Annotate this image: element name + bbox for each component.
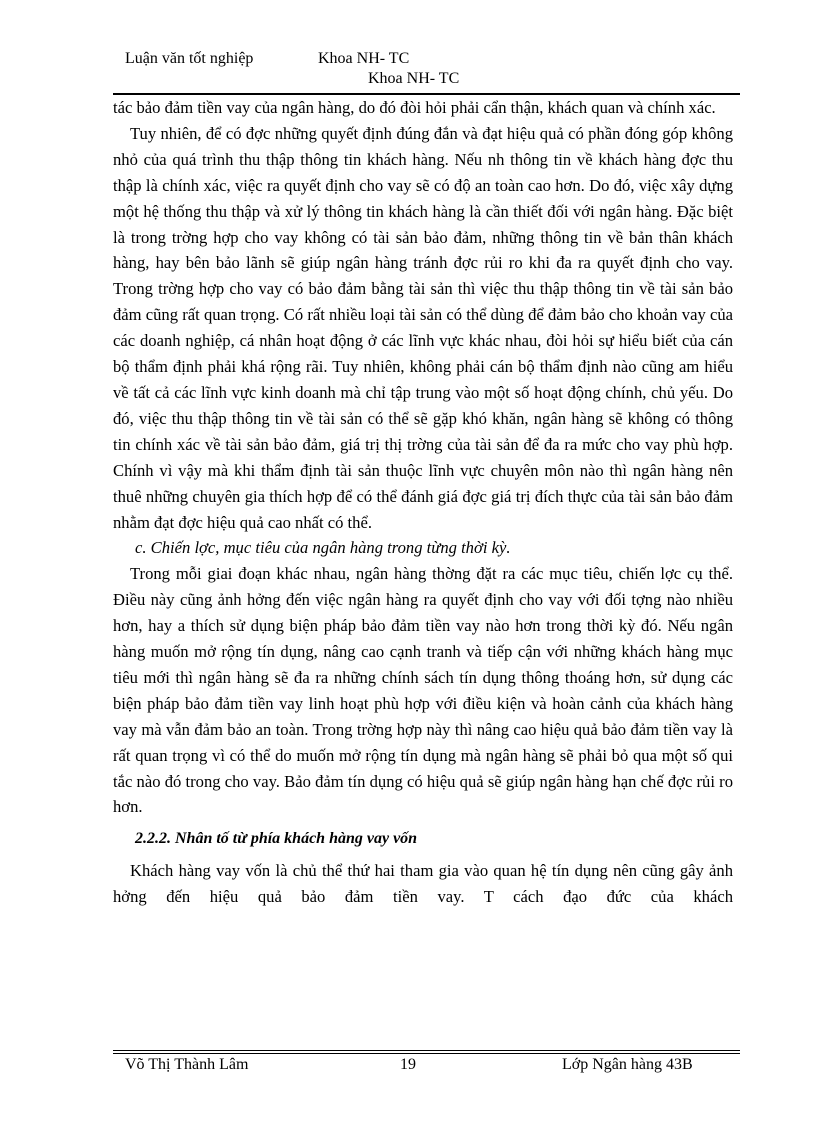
paragraph-information: Tuy nhiên, để có đợc những quyết định đúng đắn và đạt hiệu quả có phần đóng góp không nhỏ của quá trình thu thập thông tin khách hàng. Nếu nh thông tin về khách hàng đợc thu thập là chính xác, việc ra quyết định cho vay sẽ có độ an toàn cao hơn. Do đó, việc xây dựng một hệ thống thu thập và xử lý thông tin khách hàng là cần thiết đối với ngân hàng. Đặc biệt là trong trờng hợp cho vay không có tài sản bảo đảm, những thông tin về bản thân khách hàng, hay bên bảo lãnh sẽ giúp ngân hàng tránh đợc rủi ro khi đa ra quyết định cho vay. Trong trờng hợp cho vay có bảo đảm bằng tài sản thì việc thu thập thông tin về tài sản bảo đảm cũng rất quan trọng. Có rất nhiều loại tài sản có thể dùng để đảm bảo cho khoản vay của các doanh nghiệp, cá nhân hoạt động ở các lĩnh vực khác nhau, đòi hỏi sự hiểu biết của cán bộ thẩm định phải khá rộng rãi. Tuy nhiên, không phải cán bộ thẩm định nào cũng am hiểu về tất cả các lĩnh vực kinh doanh mà chỉ tập trung vào một số hoạt động chính, chủ yếu. Do đó, việc thu thập thông tin về tài sản có thể sẽ gặp khó khăn, ngân hàng sẽ không có thông tin chính xác về tài sản bảo đảm, giá trị thị trờng của tài sản để đa ra mức cho vay phù hợp. Chính vì vậy mà khi thẩm định tài sản thuộc lĩnh vực chuyên môn nào thì ngân hàng nên thuê những chuyên gia thích hợp để có thể đánh giá đợc giá trị đích thực của tài sản bảo đảm nhằm đạt đợc hiệu quả cao nhất có thể. <box>113 123 733 532</box>
footer-rule-bottom <box>113 1053 740 1054</box>
page-number: 19 <box>400 1056 416 1073</box>
section-heading: 2.2.2. Nhân tố từ phía khách hàng vay vốn <box>135 830 418 848</box>
body-text <box>113 95 733 910</box>
footer-class: Lớp Ngân hàng 43B <box>562 1056 693 1073</box>
paragraph-strategy: Trong mỗi giai đoạn khác nhau, ngân hàng thờng đặt ra các mục tiêu, chiến lợc cụ thể. Điều này cũng ảnh hởng đến việc ngân hàng ra quyết định cho vay với đối tợng nào nhiều hơn, hay a thích sử dụng biện pháp bảo đảm tiền vay nào hơn trong thời kỳ đó. Nếu ngân hàng muốn mở rộng tín dụng, nâng cao cạnh tranh và tiếp cận với những khách hàng mục tiêu mới thì ngân hàng sẽ đa ra những chính sách tín dụng thông thoáng hơn, sử dụng các biện pháp bảo đảm tiền vay linh hoạt phù hợp với điều kiện và hoàn cảnh của khách hàng vay mà vẫn đảm bảo an toàn. Trong trờng hợp này thì nâng cao hiệu quả bảo đảm tiền vay là rất quan trọng vì có thể do muốn mở rộng tín dụng mà ngân hàng sẽ phải bỏ qua một số qui tắc nào đó trong cho vay. Bảo đảm tín dụng có hiệu quả sẽ giúp ngân hàng hạn chế đợc rủi ro hơn. <box>113 564 733 817</box>
header-faculty-repeat: Khoa NH- TC <box>368 70 460 87</box>
footer-rule-top <box>113 1050 740 1051</box>
header-faculty: Khoa NH- TC <box>318 50 410 67</box>
subsection-heading: c. Chiến lợc, mục tiêu của ngân hàng trong từng thời kỳ. <box>135 538 511 558</box>
paragraph-borrower: Khách hàng vay vốn là chủ thể thứ hai tham gia vào quan hệ tín dụng nên cũng gây ảnh hởng đến hiệu quả bảo đảm tiền vay. T cách đạo đức của khách <box>113 861 733 907</box>
header-thesis-title: Luận văn tốt nghiệp <box>125 50 254 67</box>
footer-author: Võ Thị Thành Lâm <box>125 1056 249 1073</box>
paragraph-continued: tác bảo đảm tiền vay của ngân hàng, do đó đòi hỏi phải cẩn thận, khách quan và chính xác. <box>113 98 716 117</box>
